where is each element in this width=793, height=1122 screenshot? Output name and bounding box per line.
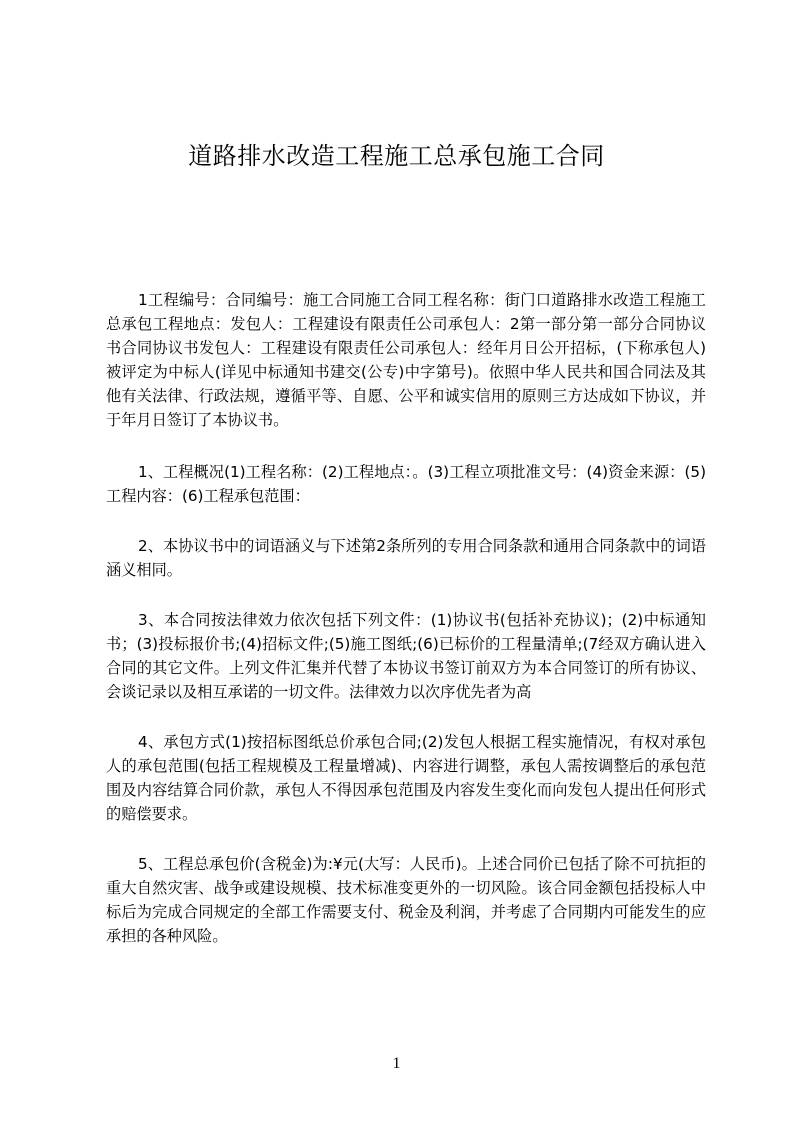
page-number: 1 xyxy=(392,1055,401,1072)
paragraph-project-overview: 1、工程概况(1)工程名称：(2)工程地点：。(3)工程立项批准文号：(4)资金来源：(5)工程内容：(6)工程承包范围： xyxy=(106,463,706,505)
paragraph-contract-price: 5、工程总承包价(含税金)为:¥元(大写：人民币)。上述合同价已包括了除不可抗拒的重大自然灾害、战争或建设规模、技术标准变更外的一切风险。该合同金额包括投标人中标后为完成合同规定的全部工作需要支付、税金及利润，并考虑了合同期内可能发生的应承担的各种风险。 xyxy=(106,855,706,945)
paragraph-term-definitions: 2、本协议书中的词语涵义与下述第2条所列的专用合同条款和通用合同条款中的词语涵义相同。 xyxy=(106,537,706,579)
paragraph-contracting-method: 4、承包方式(1)按招标图纸总价承包合同;(2)发包人根据工程实施情况，有权对承包人的承包范围(包括工程规模及工程量增减)、内容进行调整，承包人需按调整后的承包范围及内容结算合同价款，承包人不得因承包范围及内容发生变化而向发包人提出任何形式的赔偿要求。 xyxy=(106,733,706,823)
paragraph-intro: 1工程编号：合同编号：施工合同施工合同工程名称：街门口道路排水改造工程施工总承包工程地点：发包人：工程建设有限责任公司承包人：2第一部分第一部分合同协议书合同协议书发包人：工程建设有限责任公司承包人：经年月日公开招标，(下称承包人)被评定为中标人(详见中标通知书建交(公专)中字第号)。依照中华人民共和国合同法及其他有关法律、行政法规，遵循平等、自愿、公平和诚实信用的原则三方达成如下协议，并于年月日签订了本协议书。 xyxy=(106,291,706,429)
document-title: 道路排水改造工程施工总承包施工合同 xyxy=(188,142,605,170)
paragraph-contract-documents: 3、本合同按法律效力依次包括下列文件：(1)协议书(包括补充协议)；(2)中标通知书；(3)投标报价书;(4)招标文件;(5)施工图纸;(6)已标价的工程量清单;(7经双方确认进入合同的其它文件。上列文件汇集并代替了本协议书签订前双方为本合同签订的所有协议、会谈记录以及相互承诺的一切文件。法律效力以次序优先者为高 xyxy=(106,611,706,701)
document-body xyxy=(106,288,706,974)
